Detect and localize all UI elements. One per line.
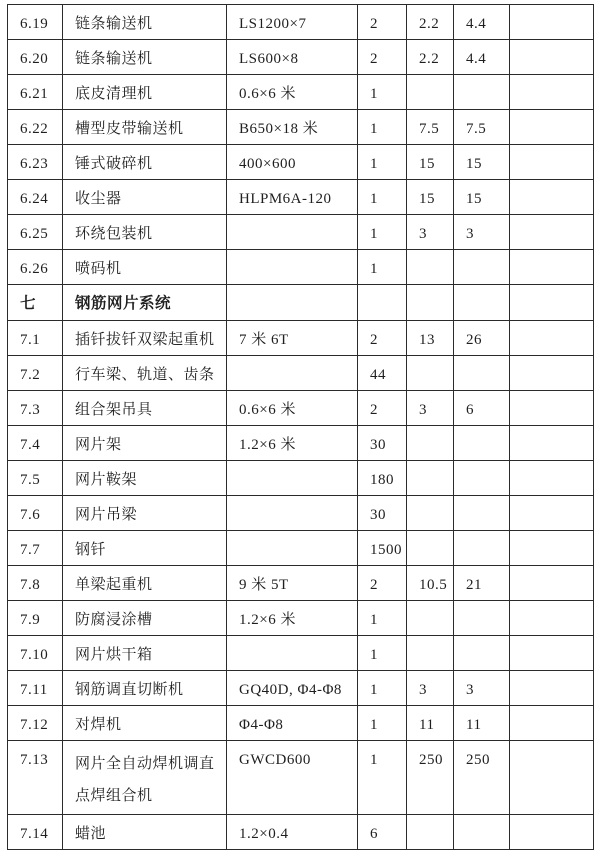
cell-qty: 2	[358, 5, 407, 40]
cell-spec: GQ40D, Φ4-Φ8	[227, 671, 358, 706]
table-row	[8, 671, 594, 706]
cell-item-no: 6.25	[8, 215, 63, 250]
cell-total-power: 3	[454, 215, 510, 250]
cell-spec	[227, 215, 358, 250]
cell-qty: 1500	[358, 531, 407, 566]
cell-total-power: 3	[454, 671, 510, 706]
table-row	[8, 321, 594, 356]
cell-spec: 400×600	[227, 145, 358, 180]
cell-total-power	[454, 496, 510, 531]
cell-unit-power: 3	[407, 671, 454, 706]
cell-remark	[510, 636, 594, 671]
cell-qty	[358, 285, 407, 321]
cell-remark	[510, 671, 594, 706]
cell-name: 链条输送机	[63, 5, 227, 40]
table-row	[8, 741, 594, 815]
cell-spec: 1.2×0.4	[227, 815, 358, 850]
cell-item-no: 6.23	[8, 145, 63, 180]
cell-total-power	[454, 531, 510, 566]
cell-remark	[510, 426, 594, 461]
cell-item-no: 7.3	[8, 391, 63, 426]
cell-unit-power: 15	[407, 145, 454, 180]
cell-name: 网片全自动焊机调直点焊组合机	[63, 741, 227, 815]
cell-spec: GWCD600	[227, 741, 358, 815]
cell-spec	[227, 636, 358, 671]
section-header-row	[8, 285, 594, 321]
cell-name: 网片烘干箱	[63, 636, 227, 671]
cell-item-no: 6.26	[8, 250, 63, 285]
cell-total-power	[454, 461, 510, 496]
cell-total-power	[454, 601, 510, 636]
cell-qty: 1	[358, 671, 407, 706]
cell-unit-power: 2.2	[407, 5, 454, 40]
cell-name: 组合架吊具	[63, 391, 227, 426]
table-row	[8, 5, 594, 40]
equipment-table-body	[8, 5, 594, 850]
table-row	[8, 40, 594, 75]
cell-item-no: 7.13	[8, 741, 63, 815]
cell-total-power: 21	[454, 566, 510, 601]
cell-unit-power	[407, 815, 454, 850]
cell-item-no: 6.20	[8, 40, 63, 75]
cell-unit-power	[407, 461, 454, 496]
cell-unit-power: 11	[407, 706, 454, 741]
cell-name: 网片鞍架	[63, 461, 227, 496]
cell-spec: B650×18 米	[227, 110, 358, 145]
cell-spec	[227, 531, 358, 566]
cell-remark	[510, 461, 594, 496]
cell-remark	[510, 321, 594, 356]
cell-total-power	[454, 426, 510, 461]
cell-remark	[510, 250, 594, 285]
cell-item-no: 6.19	[8, 5, 63, 40]
cell-remark	[510, 110, 594, 145]
cell-item-no: 6.22	[8, 110, 63, 145]
cell-remark	[510, 741, 594, 815]
cell-remark	[510, 285, 594, 321]
cell-item-no: 7.2	[8, 356, 63, 391]
cell-total-power	[454, 356, 510, 391]
cell-unit-power: 10.5	[407, 566, 454, 601]
cell-name: 环绕包装机	[63, 215, 227, 250]
table-row	[8, 815, 594, 850]
cell-spec: LS600×8	[227, 40, 358, 75]
cell-unit-power	[407, 285, 454, 321]
cell-qty: 44	[358, 356, 407, 391]
cell-unit-power	[407, 531, 454, 566]
cell-spec	[227, 356, 358, 391]
cell-unit-power	[407, 496, 454, 531]
table-row	[8, 531, 594, 566]
cell-name: 对焊机	[63, 706, 227, 741]
cell-item-no: 7.11	[8, 671, 63, 706]
cell-unit-power: 3	[407, 391, 454, 426]
cell-qty: 30	[358, 496, 407, 531]
cell-spec	[227, 496, 358, 531]
cell-item-no: 6.21	[8, 75, 63, 110]
equipment-table	[7, 4, 594, 850]
cell-spec	[227, 285, 358, 321]
cell-spec: 1.2×6 米	[227, 601, 358, 636]
cell-name: 行车梁、轨道、齿条	[63, 356, 227, 391]
cell-item-no: 7.14	[8, 815, 63, 850]
cell-qty: 30	[358, 426, 407, 461]
cell-qty: 1	[358, 110, 407, 145]
cell-spec: 1.2×6 米	[227, 426, 358, 461]
cell-unit-power	[407, 426, 454, 461]
cell-total-power: 4.4	[454, 5, 510, 40]
cell-unit-power: 15	[407, 180, 454, 215]
cell-spec	[227, 461, 358, 496]
cell-name: 锤式破碎机	[63, 145, 227, 180]
cell-spec: LS1200×7	[227, 5, 358, 40]
table-row	[8, 601, 594, 636]
cell-remark	[510, 391, 594, 426]
cell-unit-power: 250	[407, 741, 454, 815]
cell-total-power: 11	[454, 706, 510, 741]
cell-unit-power: 2.2	[407, 40, 454, 75]
cell-total-power	[454, 285, 510, 321]
cell-item-no: 7.5	[8, 461, 63, 496]
cell-item-no: 7.12	[8, 706, 63, 741]
cell-total-power: 15	[454, 145, 510, 180]
cell-item-no: 7.9	[8, 601, 63, 636]
cell-name: 钢筋网片系统	[63, 285, 227, 321]
cell-name: 单梁起重机	[63, 566, 227, 601]
cell-item-no: 7.10	[8, 636, 63, 671]
cell-name: 收尘器	[63, 180, 227, 215]
cell-name: 插钎拔钎双梁起重机	[63, 321, 227, 356]
cell-remark	[510, 601, 594, 636]
cell-spec: 0.6×6 米	[227, 391, 358, 426]
cell-unit-power	[407, 75, 454, 110]
cell-remark	[510, 815, 594, 850]
cell-name: 网片吊梁	[63, 496, 227, 531]
cell-total-power: 250	[454, 741, 510, 815]
cell-name: 网片架	[63, 426, 227, 461]
table-row	[8, 461, 594, 496]
table-row	[8, 426, 594, 461]
cell-unit-power: 7.5	[407, 110, 454, 145]
cell-spec: 0.6×6 米	[227, 75, 358, 110]
cell-name: 蜡池	[63, 815, 227, 850]
cell-remark	[510, 531, 594, 566]
cell-spec	[227, 250, 358, 285]
cell-item-no: 七	[8, 285, 63, 321]
cell-remark	[510, 356, 594, 391]
cell-qty: 180	[358, 461, 407, 496]
cell-total-power	[454, 250, 510, 285]
cell-spec: 7 米 6T	[227, 321, 358, 356]
cell-item-no: 6.24	[8, 180, 63, 215]
cell-name: 底皮清理机	[63, 75, 227, 110]
cell-name: 槽型皮带输送机	[63, 110, 227, 145]
cell-total-power: 15	[454, 180, 510, 215]
cell-qty: 2	[358, 391, 407, 426]
table-row	[8, 636, 594, 671]
cell-total-power	[454, 75, 510, 110]
cell-qty: 2	[358, 321, 407, 356]
cell-name: 链条输送机	[63, 40, 227, 75]
table-row	[8, 566, 594, 601]
cell-qty: 1	[358, 250, 407, 285]
cell-qty: 2	[358, 40, 407, 75]
cell-item-no: 7.1	[8, 321, 63, 356]
cell-remark	[510, 75, 594, 110]
cell-qty: 1	[358, 180, 407, 215]
cell-remark	[510, 5, 594, 40]
cell-total-power	[454, 636, 510, 671]
cell-spec: 9 米 5T	[227, 566, 358, 601]
cell-remark	[510, 706, 594, 741]
cell-item-no: 7.8	[8, 566, 63, 601]
cell-total-power: 4.4	[454, 40, 510, 75]
cell-remark	[510, 40, 594, 75]
cell-unit-power: 13	[407, 321, 454, 356]
cell-name: 钢筋调直切断机	[63, 671, 227, 706]
table-row	[8, 706, 594, 741]
table-row	[8, 215, 594, 250]
cell-spec: Φ4-Φ8	[227, 706, 358, 741]
table-row	[8, 180, 594, 215]
cell-remark	[510, 215, 594, 250]
cell-unit-power	[407, 356, 454, 391]
cell-total-power: 7.5	[454, 110, 510, 145]
cell-qty: 6	[358, 815, 407, 850]
cell-name: 钢钎	[63, 531, 227, 566]
table-row	[8, 250, 594, 285]
cell-spec: HLPM6A-120	[227, 180, 358, 215]
cell-qty: 2	[358, 566, 407, 601]
cell-qty: 1	[358, 75, 407, 110]
cell-qty: 1	[358, 601, 407, 636]
cell-total-power: 26	[454, 321, 510, 356]
table-row	[8, 496, 594, 531]
table-row	[8, 110, 594, 145]
cell-item-no: 7.6	[8, 496, 63, 531]
cell-total-power	[454, 815, 510, 850]
cell-unit-power	[407, 636, 454, 671]
cell-qty: 1	[358, 145, 407, 180]
cell-unit-power	[407, 601, 454, 636]
table-row	[8, 391, 594, 426]
cell-remark	[510, 180, 594, 215]
cell-item-no: 7.7	[8, 531, 63, 566]
cell-qty: 1	[358, 215, 407, 250]
cell-total-power: 6	[454, 391, 510, 426]
cell-name: 喷码机	[63, 250, 227, 285]
cell-remark	[510, 145, 594, 180]
cell-remark	[510, 566, 594, 601]
table-row	[8, 75, 594, 110]
cell-unit-power: 3	[407, 215, 454, 250]
cell-remark	[510, 496, 594, 531]
cell-qty: 1	[358, 741, 407, 815]
cell-qty: 1	[358, 706, 407, 741]
table-row	[8, 356, 594, 391]
cell-unit-power	[407, 250, 454, 285]
table-row	[8, 145, 594, 180]
cell-item-no: 7.4	[8, 426, 63, 461]
cell-name: 防腐浸涂槽	[63, 601, 227, 636]
cell-qty: 1	[358, 636, 407, 671]
